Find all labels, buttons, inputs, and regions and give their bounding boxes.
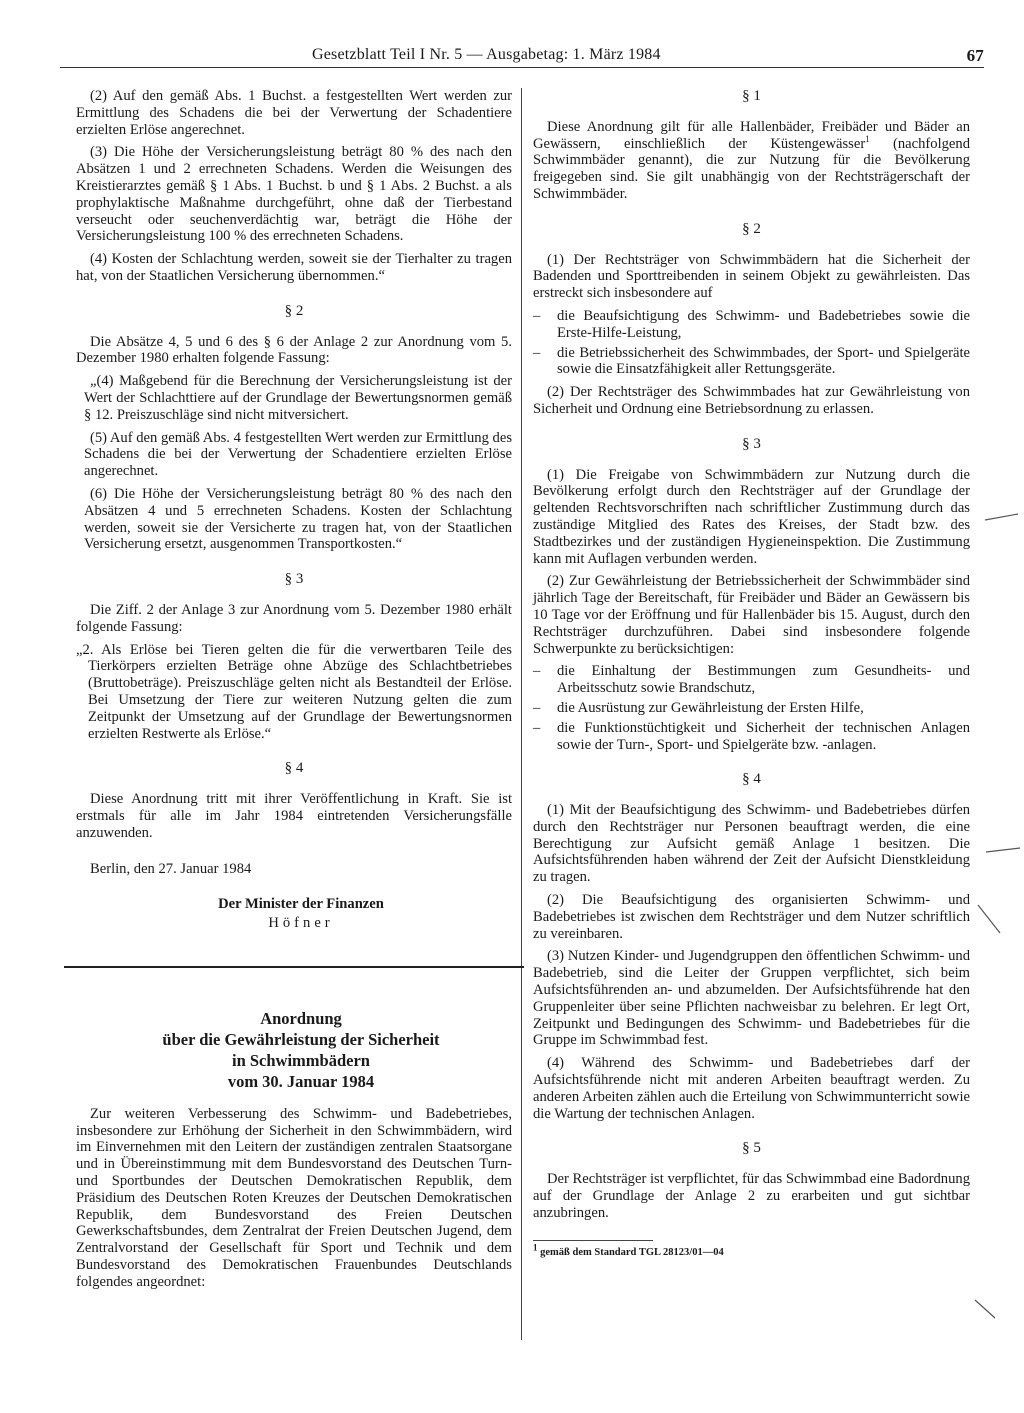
dash-bullet: – — [533, 699, 541, 716]
footnote — [533, 1242, 970, 1262]
signer-name: Höfner — [268, 915, 334, 932]
scan-mark — [986, 848, 1020, 852]
right-column — [533, 88, 970, 1261]
list-item-text: die Ausrüstung zur Gewährleistung der Ersten Hilfe, — [557, 699, 864, 716]
list-item — [533, 663, 970, 697]
list-item — [533, 308, 970, 342]
paragraph-text: (nachfolgend Schwimmbäder genannt), die zur Nutzung für die Bevölkerung freigegeben sind. Sie gilt unabhängig von der Rechtsträgerschaft der Schwimmbäder. — [533, 135, 971, 202]
paragraph: (1) Der Rechtsträger von Schwimmbädern hat die Sicherheit der Badenden und Sporttreibenden in seinem Objekt zu gewährleisten. Das erstreckt sich insbesondere auf — [533, 251, 970, 302]
dash-bullet: – — [533, 344, 541, 361]
section-heading: § 3 — [742, 435, 761, 452]
dash-bullet: – — [533, 719, 541, 736]
paragraph: (1) Die Freigabe von Schwimmbädern zur Nutzung durch die Bevölkerung erfolgt durch den Rechtsträger auf der Grundlage der geltenden Rechtsvorschriften nach schriftlicher Zustimmung durch das zuständige Mitglied des Rates des Kreises, der Stadt bzw. des Stadtbezirkes und der zuständigen Hygieneinspektion. Die Zustimmung kann mit Auflagen verbunden werden. — [533, 466, 970, 567]
dash-list — [533, 663, 970, 753]
paragraph-text: Diese Anordnung gilt für alle Hallenbäder, Freibäder und Bäder an Gewässern, einschließlich der Küstengewässer — [533, 118, 970, 152]
list-item-text: die Beaufsichtigung des Schwimm- und Badebetriebes sowie die Erste-Hilfe-Leistung, — [557, 307, 970, 341]
scan-mark — [985, 514, 1018, 520]
section-heading: § 3 — [284, 571, 304, 588]
list-item-text: die Einhaltung der Bestimmungen zum Gesundheits- und Arbeitsschutz sowie Brandschutz, — [557, 663, 970, 697]
paragraph: Der Rechtsträger ist verpflichtet, für das Schwimmbad eine Badordnung auf der Grundlage der Anlage 2 zu erarbeiten und gut sichtbar anzubringen. — [533, 1171, 970, 1221]
column-divider — [521, 88, 522, 1340]
paragraph — [533, 119, 970, 203]
section-heading: § 4 — [284, 760, 304, 777]
section-heading: § 2 — [742, 220, 761, 237]
left-column — [76, 88, 512, 1297]
scan-mark — [978, 905, 1000, 933]
paragraph: (4) Während des Schwimm- und Badebetriebes darf der Aufsichtsführende nicht mit anderen Arbeiten beauftragt werden. Zu anderen Arbeiten zählen auch die Erteilung von Schwimmunterricht sowie die Wartung der technischen Anlagen. — [533, 1055, 970, 1122]
paragraph: (2) Der Rechtsträger des Schwimmbades hat zur Gewährleistung von Sicherheit und Ordnung eine Betriebsordnung zu erlassen. — [533, 384, 970, 417]
ordinance-subtitle: in Schwimmbädern — [232, 1050, 370, 1070]
footnote-text: gemäß dem Standard TGL 28123/01—04 — [537, 1246, 724, 1258]
quoted-paragraph: „(4) Maßgebend für die Berechnung der Versicherungsleistung ist der Wert der Schlachttiere auf der Grundlage der Bewertungsnormen gemäß § 12. Preiszuschläge sind nicht mitversichert. — [84, 373, 512, 423]
footnote-rule — [533, 1240, 653, 1241]
paragraph: (2) Die Beaufsichtigung des organisierten Schwimm- und Badebetriebes ist zwischen dem Rechtsträger und dem Nutzer schriftlich zu vereinbaren. — [533, 892, 970, 942]
quoted-paragraph: „2. Als Erlöse bei Tieren gelten die für die verwertbaren Teile des Tierkörpers erzielten Beträge ohne Abzüge des Schlachtbetriebes (Bruttobeträge). Preiszuschläge gelten nicht als Bestandteil der Erlöse. Bei Umsetzung der Tiere zur weiteren Nutzung gelten die zum Zeitpunkt der Umsetzung auf der Grundlage der Bewertungsnormen erzielten Restwerte als Erlöse.“ — [76, 641, 512, 742]
paragraph: (2) Zur Gewährleistung der Betriebssicherheit der Schwimmbäder sind jährlich Tage der Bereitschaft, für Freibäder und Bäder an Gewässern bis 10 Tage vor der Eröffnung und für Hallenbäder bis 15. August, durch den Rechtsträger durchzuführen. Dabei sind insbesondere folgende Schwerpunkte zu berücksichtigen: — [533, 573, 970, 657]
paragraph: (4) Kosten der Schlachtung werden, soweit sie der Tierhalter zu tragen hat, von der Staatlichen Versicherung übernommen.“ — [76, 251, 512, 284]
ordinance-subtitle: über die Gewährleistung der Sicherheit — [162, 1029, 440, 1049]
header-title: Gesetzblatt Teil I Nr. 5 — Ausgabetag: 1. März 1984 — [312, 46, 661, 63]
place-date: Berlin, den 27. Januar 1984 — [90, 861, 252, 878]
section-heading: § 4 — [742, 771, 761, 788]
section-heading: § 2 — [284, 302, 304, 319]
paragraph: (2) Auf den gemäß Abs. 1 Buchst. a festgestellten Wert werden zur Ermittlung des Schadens die bei der Verwertung der Schadentiere erzielten Erlöse angerechnet. — [76, 88, 512, 138]
quoted-paragraph: (6) Die Höhe der Versicherungsleistung beträgt 80 % des nach den Absätzen 4 und 5 errechneten Schadens. Kosten der Schlachtung werden, soweit sie der Versicherte zu tragen hat, von der Staatlichen Versicherung ersetzt, ausgenommen Transportkosten.“ — [84, 485, 512, 553]
paragraph: Diese Anordnung tritt mit ihrer Veröffentlichung in Kraft. Sie ist erstmals für alle im Jahr 1984 eintretenden Versicherungsfälle anzuwenden. — [76, 791, 512, 841]
footnote-number: 1 — [533, 1242, 538, 1253]
paragraph: Die Ziff. 2 der Anlage 3 zur Anordnung vom 5. Dezember 1980 erhält folgende Fassung: — [76, 601, 512, 635]
list-item — [533, 700, 970, 717]
signer-title: Der Minister der Finanzen — [218, 896, 384, 913]
dash-bullet: – — [533, 307, 541, 324]
dash-list — [533, 308, 970, 378]
paragraph: Die Absätze 4, 5 und 6 des § 6 der Anlage 2 zur Anordnung vom 5. Dezember 1980 erhalten folgende Fassung: — [76, 333, 512, 367]
section-heading: § 1 — [742, 88, 761, 104]
section-heading: § 5 — [742, 1140, 761, 1157]
scan-mark — [975, 1300, 995, 1318]
quoted-paragraph: (5) Auf den gemäß Abs. 4 festgestellten Wert werden zur Ermittlung des Schadens die bei der Verwertung der Schadentiere erzielten Erlöse angerechnet. — [84, 429, 512, 480]
ordinance-date: vom 30. Januar 1984 — [227, 1071, 375, 1091]
paragraph: (3) Die Höhe der Versicherungsleistung beträgt 80 % des nach den Absätzen 1 und 2 errechneten Schadens. Werden die Weisungen des Kreistierarztes gemäß § 1 Abs. 1 Buchst. b und § 1 Abs. 2 Buchst. a als prophylaktische Maßnahme durchgeführt, ohne daß der Tierbestand verseucht oder seuchenverdächtig war, beträgt die Höhe der Versicherungsleistung 100 % des errechneten Schadens. — [76, 144, 512, 245]
paragraph: (1) Mit der Beaufsichtigung des Schwimm- und Badebetriebes dürfen durch den Rechtsträger nur Personen beauftragt werden, die eine Berechtigung zur Aufsicht gemäß Anlage 1 besitzen. Die Aufsichtsführenden haben während der Zeit der Aufsicht Dienstkleidung zu tragen. — [533, 802, 970, 886]
page-number: 67 — [966, 46, 984, 65]
list-item-text: die Funktionstüchtigkeit und Sicherheit der technischen Anlagen sowie der Turn-, Sport- und Spielgeräte bzw. -anlagen. — [557, 719, 970, 753]
paragraph: (3) Nutzen Kinder- und Jugendgruppen den öffentlichen Schwimm- und Badebetrieb, sind die Leiter der Gruppen verpflichtet, sich beim Aufsichtsführenden an- und abzumelden. Der Aufsichtsführende hat den Gruppenleiter über seine Pflichten nachweisbar zu belehren. Er legt Ort, Zeitpunkt und Bedingungen des Schwimm- und Badebetriebes für die Gruppe im Schwimmbad fest. — [533, 948, 970, 1049]
ordinance-title: Anordnung — [260, 1008, 342, 1028]
page-header — [60, 46, 984, 68]
dash-bullet: – — [533, 663, 541, 680]
footnote-reference: 1 — [865, 133, 870, 144]
header-rule — [60, 67, 984, 68]
section-separator — [64, 966, 524, 968]
preamble: Zur weiteren Verbesserung des Schwimm- und Badebetriebes, insbesondere zur Erhöhung der Sicherheit in den Schwimmbädern, wird im Einvernehmen mit den Leitern der zuständigen zentralen Staatsorgane und in Übereinstimmung mit dem Bundesvorstand des Deutschen Turn- und Sportbundes der Deutschen Demokratischen Republik, dem Präsidium des Deutschen Roten Kreuzes der Deutschen Demokratischen Republik, dem Bundesvorstand des Freien Deutschen Gewerkschaftsbundes, dem Zentralrat der Freien Deutschen Jugend, dem Zentralvorstand der Gesellschaft für Sport und Technik und dem Bundesvorstand des Demokratischen Frauenbundes Deutschlands folgendes angeordnet: — [76, 1105, 512, 1290]
list-item — [533, 720, 970, 754]
list-item-text: die Betriebssicherheit des Schwimmbades, der Sport- und Spielgeräte sowie die Einsatzfähigkeit aller Rettungsgeräte. — [557, 344, 970, 378]
list-item — [533, 345, 970, 379]
